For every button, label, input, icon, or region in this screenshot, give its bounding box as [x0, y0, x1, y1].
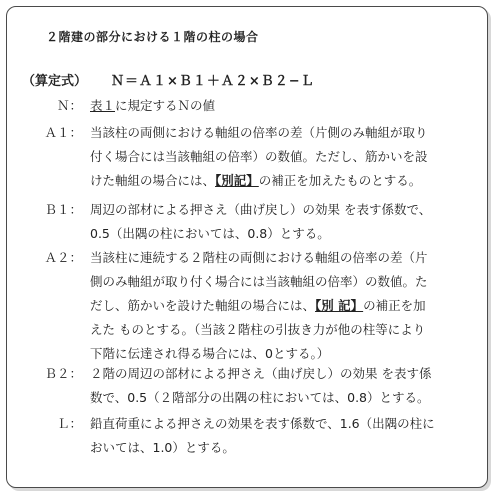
definition-text — [90, 94, 442, 118]
definition-line: ２階の周辺の部材による押さえ（曲げ戻し）の効果 を表す係 — [90, 366, 432, 381]
formula-row — [22, 70, 315, 89]
definition-text-part: の補正を加 — [363, 298, 426, 313]
definition-line: おいては、1.0）とする。 — [90, 440, 235, 455]
table1-link[interactable]: 表１ — [90, 98, 116, 113]
definition-a2 — [24, 246, 442, 366]
definition-line: 側のみ軸組が取り付く場合には当該軸組の倍率）の数値。た — [90, 274, 428, 289]
definition-b2 — [24, 362, 442, 410]
definition-text — [90, 362, 442, 410]
definition-text — [90, 246, 442, 366]
definition-b1 — [24, 198, 442, 246]
definition-symbol: Ａ１： — [44, 125, 82, 140]
section-title: ２階建の部分における１階の柱の場合 — [46, 30, 259, 44]
definition-line: えた ものとする。（当該２階柱の引抜き力が他の柱等により — [90, 322, 426, 337]
formula-label: （算定式） — [22, 74, 88, 89]
definition-l — [24, 412, 442, 460]
appendix-link[interactable]: 【別記】 — [215, 173, 259, 188]
definition-line: 付く場合には当該軸組の倍率）の数値。ただし、筋かいを設 — [90, 149, 428, 164]
definition-symbol: Ｌ： — [56, 416, 82, 431]
definition-text — [90, 198, 442, 246]
definition-a1 — [24, 121, 442, 193]
definition-n — [24, 94, 442, 118]
definition-symbol: Ａ２： — [44, 250, 82, 265]
definition-symbol: Ｂ２： — [44, 366, 82, 381]
definition-line: 周辺の部材による押さえ（曲げ戻し）の効果 を表す係数で、 — [90, 202, 432, 217]
definition-line: 当該柱の両側における軸組の倍率の差（片側のみ軸組が取り — [90, 125, 428, 140]
definition-line: 下階に伝達され得る場合には、0とする。） — [90, 346, 330, 361]
definition-symbol: Ｎ： — [56, 98, 82, 113]
definition-line: 当該柱に連続する２階柱の両側における軸組の倍率の差（片 — [90, 250, 428, 265]
definition-line: 数で、0.5（２階部分の出隅の柱においては、0.8）とする。 — [90, 390, 430, 405]
definition-symbol: Ｂ１： — [44, 202, 82, 217]
definition-text-part: けた軸組の場合には、 — [90, 173, 216, 188]
definition-text-part: の補正を加えたものとする。 — [258, 173, 422, 188]
appendix-link[interactable]: 【別 記】 — [315, 298, 364, 313]
definition-text-part: だし、筋かいを設けた軸組の場合には、 — [90, 298, 316, 313]
definition-text — [90, 121, 442, 193]
definition-line: 鉛直荷重による押さえの効果を表す係数で、1.6（出隅の柱に — [90, 416, 435, 431]
definition-line: 0.5（出隅の柱においては、0.8）とする。 — [90, 226, 330, 241]
definition-text-part: に規定するＮの値 — [115, 98, 216, 113]
formula-expression: Ｎ＝Ａ１×Ｂ１＋Ａ２×Ｂ２−Ｌ — [111, 74, 315, 89]
definition-text — [90, 412, 442, 460]
